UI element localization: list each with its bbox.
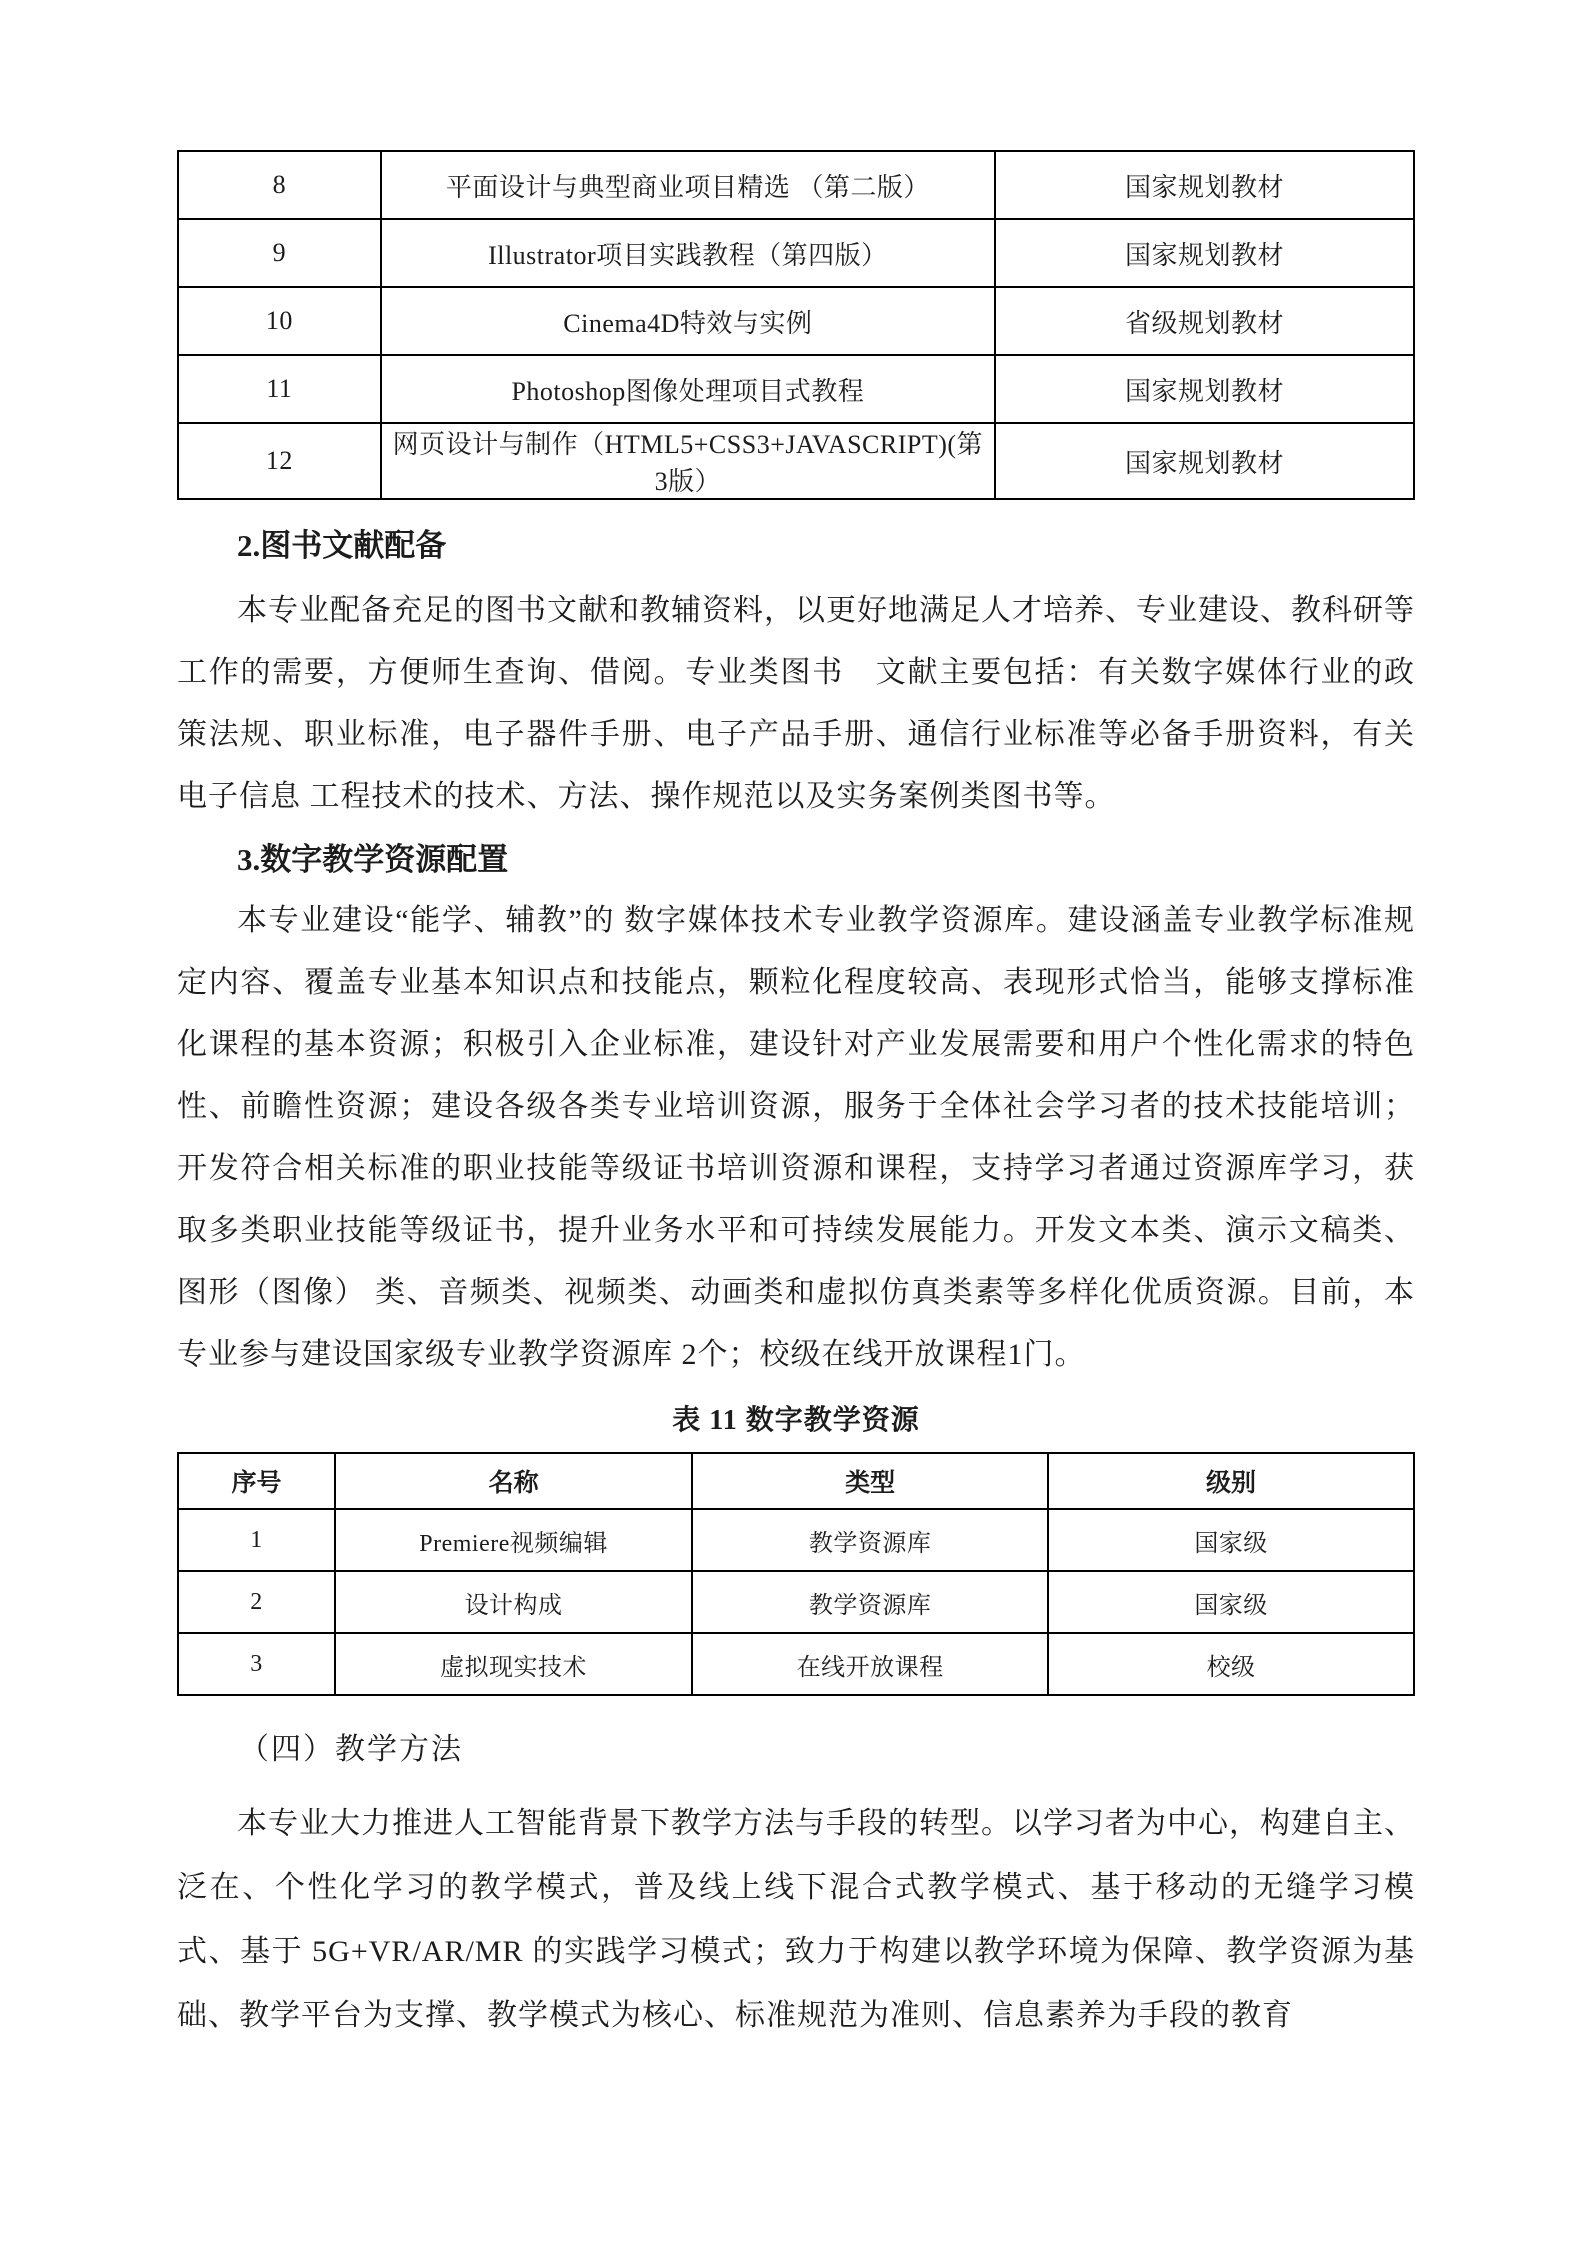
cell-title: Illustrator项目实践教程（第四版）: [381, 219, 995, 287]
cell-title: Cinema4D特效与实例: [381, 287, 995, 355]
table-row: [178, 151, 1414, 219]
paragraph-methods: 本专业大力推进人工智能背景下教学方法与手段的转型。以学习者为中心，构建自主、泛在、个性化学习的教学模式，普及线上线下混合式教学模式、基于移动的无缝学习模式、基于 5G+VR/AR/MR 的实践学习模式；致力于构建以教学环境为保障、教学资源为基础、教学平台为支撑、教学模式为核心、标准规范为准则、信息素养为手段的教育: [177, 1807, 1415, 2032]
section-heading-methods: （四）教学方法: [239, 1733, 463, 1766]
cell-title: 平面设计与典型商业项目精选 （第二版）: [381, 151, 995, 219]
paragraph-books: 本专业配备充足的图书文献和教辅资料，以更好地满足人才培养、专业建设、教科研等工作的需要，方便师生查询、借阅。专业类图书 文献主要包括：有关数字媒体行业的政策法规、职业标准，电子器件手册、电子产品手册、通信行业标准等必备手册资料，有关电子信息 工程技术的技术、方法、操作规范以及实务案例类图书等。: [177, 594, 1415, 813]
cell-name: Premiere视频编辑: [335, 1509, 692, 1571]
cell-category: 省级规划教材: [995, 287, 1414, 355]
cell-category: 国家规划教材: [995, 151, 1414, 219]
table11-caption: 表 11 数字教学资源: [672, 1405, 920, 1436]
cell-name: 设计构成: [335, 1571, 692, 1633]
cell-category: 国家规划教材: [995, 355, 1414, 423]
digital-resource-table: [177, 1452, 1415, 1696]
textbook-table: [177, 150, 1415, 500]
cell-serial: 11: [178, 355, 381, 423]
cell-level: 国家级: [1048, 1509, 1414, 1571]
cell-type: 在线开放课程: [692, 1633, 1048, 1695]
table-row: [178, 287, 1414, 355]
cell-serial: 10: [178, 287, 381, 355]
cell-level: 校级: [1048, 1633, 1414, 1695]
cell-name: 虚拟现实技术: [335, 1633, 692, 1695]
table-header-row: [178, 1453, 1414, 1509]
table-row: [178, 219, 1414, 287]
table-row: [178, 355, 1414, 423]
paragraph-digital: 本专业建设“能学、辅教”的 数字媒体技术专业教学资源库。建设涵盖专业教学标准规定内容、覆盖专业基本知识点和技能点，颗粒化程度较高、表现形式恰当，能够支撑标准化课程的基本资源；积极引入企业标准，建设针对产业发展需要和用户个性化需求的特色性、前瞻性资源；建设各级各类专业培训资源，服务于全体社会学习者的技术技能培训；开发符合相关标准的职业技能等级证书培训资源和课程，支持学习者通过资源库学习，获取多类职业技能等级证书，提升业务水平和可持续发展能力。开发文本类、演示文稿类、图形（图像） 类、音频类、视频类、动画类和虚拟仿真类素等多样化优质资源。目前，本专业参与建设国家级专业教学资源库 2个；校级在线开放课程1门。: [177, 904, 1415, 1371]
column-header-level: 级别: [1048, 1453, 1414, 1509]
column-header-name: 名称: [335, 1453, 692, 1509]
cell-category: 国家规划教材: [995, 423, 1414, 499]
cell-title: Photoshop图像处理项目式教程: [381, 355, 995, 423]
section-heading-books: 2.图书文献配备: [237, 528, 447, 563]
cell-title: 网页设计与制作（HTML5+CSS3+JAVASCRIPT)(第3版）: [381, 423, 995, 499]
section-heading-digital: 3.数字教学资源配置: [237, 842, 509, 877]
cell-serial: 9: [178, 219, 381, 287]
cell-serial: 8: [178, 151, 381, 219]
table-row: [178, 423, 1414, 499]
cell-serial: 2: [178, 1571, 335, 1633]
cell-serial: 3: [178, 1633, 335, 1695]
table-row: [178, 1571, 1414, 1633]
column-header-type: 类型: [692, 1453, 1048, 1509]
cell-serial: 12: [178, 423, 381, 499]
cell-level: 国家级: [1048, 1571, 1414, 1633]
column-header-serial: 序号: [178, 1453, 335, 1509]
cell-category: 国家规划教材: [995, 219, 1414, 287]
table-row: [178, 1509, 1414, 1571]
cell-type: 教学资源库: [692, 1509, 1048, 1571]
cell-serial: 1: [178, 1509, 335, 1571]
table-row: [178, 1633, 1414, 1695]
cell-type: 教学资源库: [692, 1571, 1048, 1633]
